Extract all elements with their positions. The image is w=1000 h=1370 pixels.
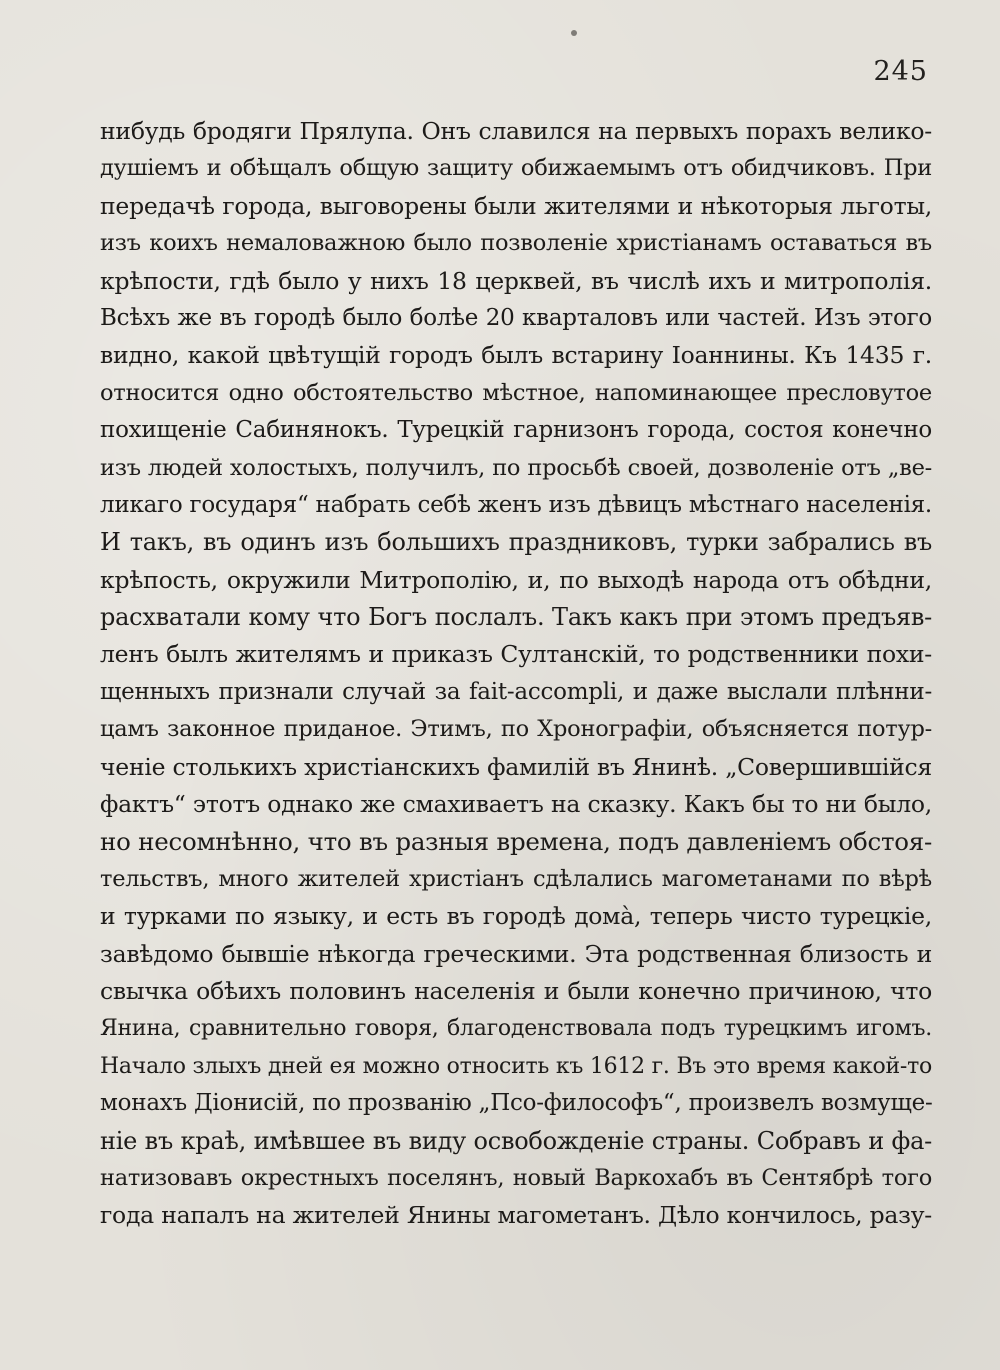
body-text xyxy=(100,113,932,1235)
text-line: крѣпость, окружили Митрополію, и, по выходѣ народа отъ обѣдни, xyxy=(100,565,932,594)
text-line: крѣпости, гдѣ было у нихъ 18 церквей, въ числѣ ихъ и митрополія. xyxy=(100,266,932,295)
text-line: ленъ былъ жителямъ и приказъ Султанскій, то родственники похи- xyxy=(100,640,932,669)
text-line: И такъ, въ одинъ изъ большихъ праздниковъ, турки забрались въ xyxy=(100,528,932,557)
text-line: Всѣхъ же въ городѣ было болѣе 20 кварталовъ или частей. Изъ этого xyxy=(100,304,932,331)
text-line: относится одно обстоятельство мѣстное, напоминающее пресловутое xyxy=(100,379,932,406)
text-line: но несомнѣнно, что въ разныя времена, подъ давленіемъ обстоя- xyxy=(100,827,932,857)
text-line: расхватали кому что Богъ послалъ. Такъ какъ при этомъ предъяв- xyxy=(100,603,932,632)
text-line: Начало злыхъ дней ея можно относить къ 1612 г. Въ это время какой-то xyxy=(100,1053,932,1079)
text-line: изъ людей холостыхъ, получилъ, по просьбѣ своей, дозволеніе отъ „ве- xyxy=(100,454,932,481)
text-line: ніе въ краѣ, имѣвшее въ виду освобожденіе страны. Собравъ и фа- xyxy=(100,1126,932,1155)
text-line: тельствъ, много жителей христіанъ сдѣлались магометанами по вѣрѣ xyxy=(100,865,932,892)
text-line: изъ коихъ немаловажною было позволеніе христіанамъ оставаться въ xyxy=(100,230,932,257)
text-line: щенныхъ признали случай за fait-accompli, и даже выслали плѣнни- xyxy=(100,678,932,705)
text-line: душіемъ и обѣщалъ общую защиту обижаемымъ отъ обидчиковъ. При xyxy=(100,155,932,182)
text-line: передачѣ города, выговорены были жителями и нѣкоторыя льготы, xyxy=(100,191,932,220)
page-number: 245 xyxy=(873,56,928,87)
text-line: натизовавъ окрестныхъ поселянъ, новый Варкохабъ въ Сентябрѣ того xyxy=(100,1164,932,1191)
text-line: завѣдомо бывшіе нѣкогда греческими. Эта родственная близость и xyxy=(100,939,932,968)
text-line: Янина, сравнительно говоря, благоденствовала подъ турецкимъ игомъ. xyxy=(100,1016,932,1042)
text-line: похищеніе Сабинянокъ. Турецкій гарнизонъ города, состоя конечно xyxy=(100,417,932,444)
text-line: нибудь бродяги Прялупа. Онъ славился на первыхъ порахъ велико- xyxy=(100,117,932,145)
text-line: ченіе столькихъ христіанскихъ фамилій въ Янинѣ. „Совершившійся xyxy=(100,752,932,781)
text-line: свычка обѣихъ половинъ населенія и были конечно причиною, что xyxy=(100,976,932,1005)
text-line: года напалъ на жителей Янины магометанъ. Дѣло кончилось, разу- xyxy=(100,1201,932,1230)
text-line: монахъ Діонисій, по прозванію „Псо-философъ“, произвелъ возмуще- xyxy=(100,1090,932,1117)
text-line: фактъ“ этотъ однако же смахиваетъ на сказку. Какъ бы то ни было, xyxy=(100,790,932,819)
text-line: ликаго государя“ набрать себѣ женъ изъ дѣвицъ мѣстнаго населенія. xyxy=(100,491,932,518)
print-speck xyxy=(571,30,577,36)
text-line: видно, какой цвѣтущій городъ былъ встарину Іоаннины. Къ 1435 г. xyxy=(100,341,932,370)
text-line: и турками по языку, и есть въ городѣ домà, теперь чисто турецкіе, xyxy=(100,902,932,931)
text-line: цамъ законное приданое. Этимъ, по Хронографіи, объясняется потур- xyxy=(100,716,932,743)
